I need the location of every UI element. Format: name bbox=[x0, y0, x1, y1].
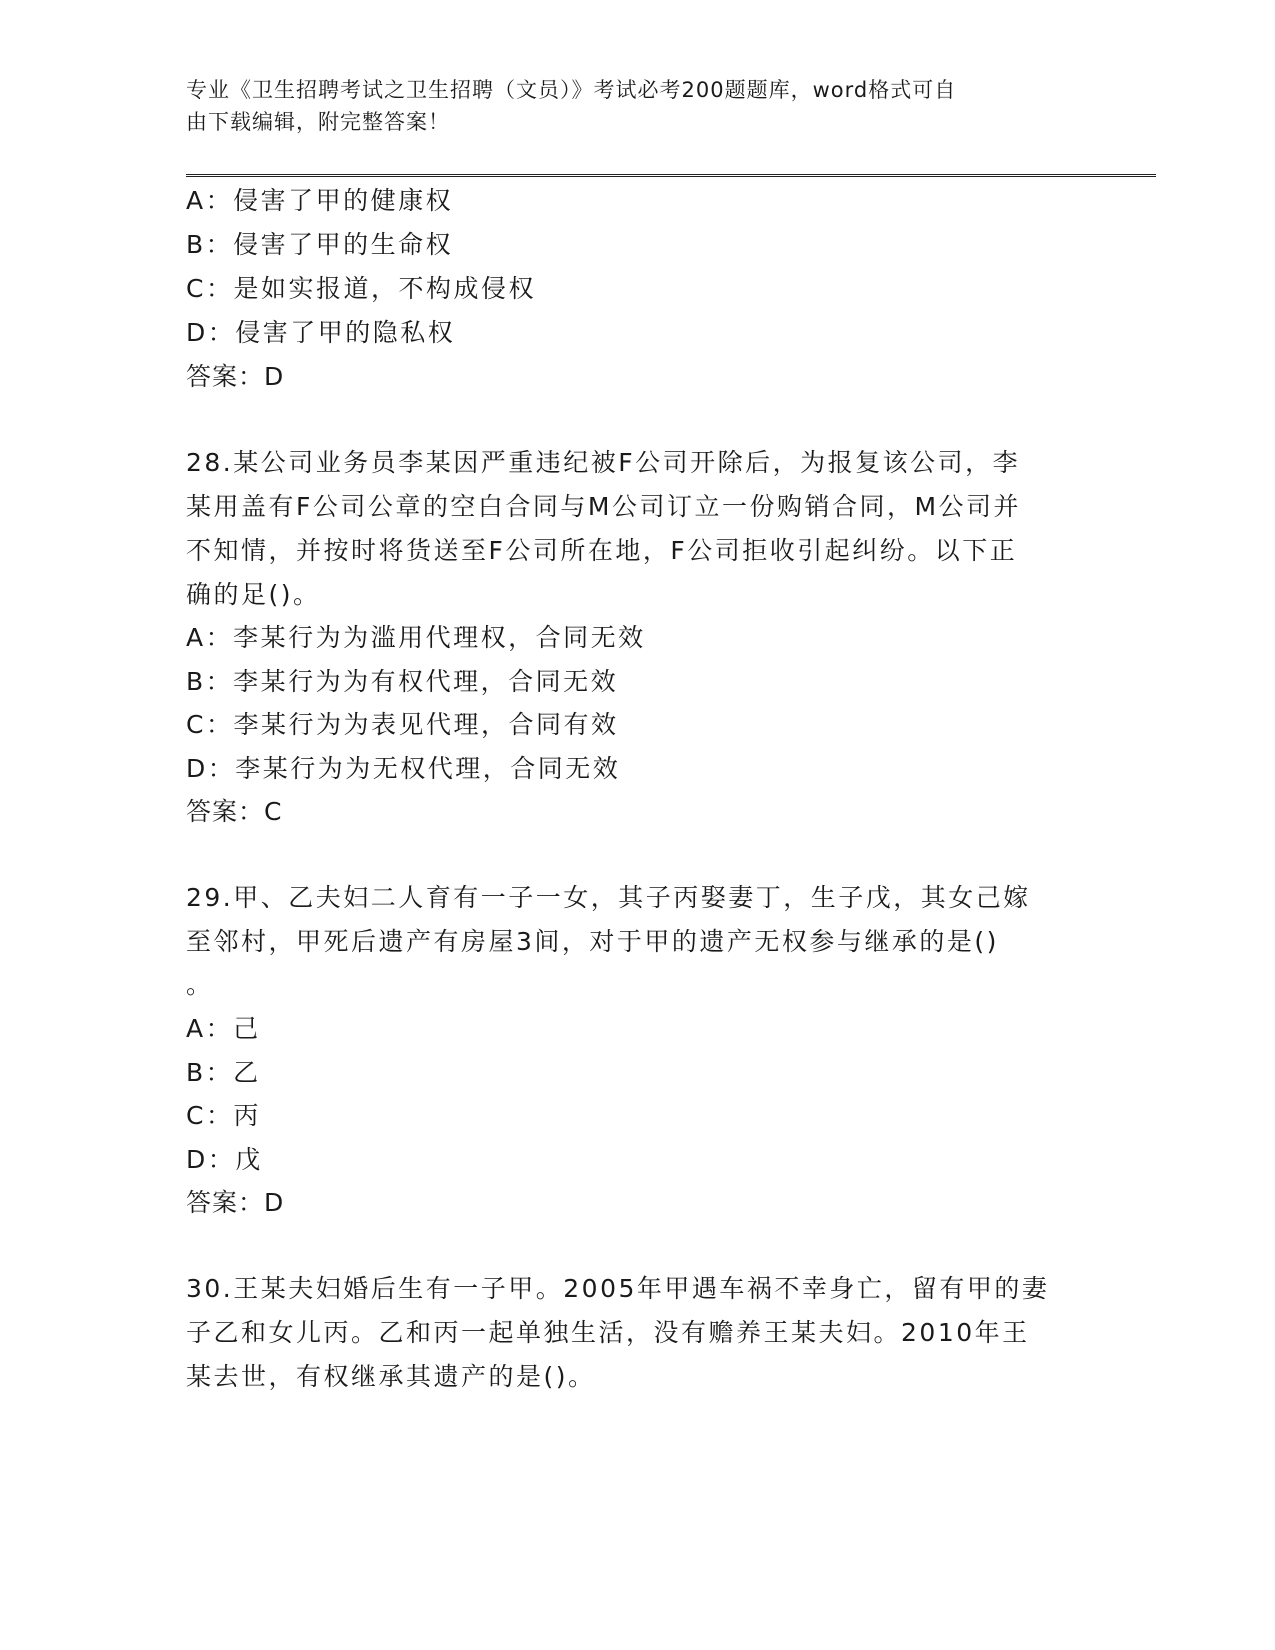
q27-option-b: B：侵害了甲的生命权 bbox=[186, 230, 454, 259]
q27-option-a: A：侵害了甲的健康权 bbox=[186, 186, 454, 215]
q29-option-a: A：己 bbox=[186, 1014, 261, 1043]
q27-option-c: C：是如实报道，不构成侵权 bbox=[186, 274, 536, 303]
document-header bbox=[186, 74, 1086, 138]
q27-option-d: D：侵害了甲的隐私权 bbox=[186, 318, 456, 347]
q27-answer: 答案：D bbox=[186, 362, 285, 391]
q30-text-line-2: 子乙和女儿丙。乙和丙一起单独生活，没有赡养王某夫妇。2010年王 bbox=[186, 1318, 1030, 1347]
q30-text-line-3: 某去世，有权继承其遗产的是()。 bbox=[186, 1362, 596, 1391]
q29-answer: 答案：D bbox=[186, 1188, 285, 1217]
q28-option-c: C：李某行为为表见代理，合同有效 bbox=[186, 710, 619, 739]
q28-text-line-1: 28.某公司业务员李某因严重违纪被F公司开除后，为报复该公司，李 bbox=[186, 448, 1021, 477]
q28-text-line-2: 某用盖有F公司公章的空白合同与M公司订立一份购销合同，M公司并 bbox=[186, 492, 1022, 521]
q29-text-line-2: 至邻村，甲死后遗产有房屋3间，对于甲的遗产无权参与继承的是() bbox=[186, 927, 999, 956]
header-line-1: 专业《卫生招聘考试之卫生招聘（文员）》考试必考200题题库，word格式可自 bbox=[186, 78, 957, 102]
header-divider bbox=[186, 174, 1156, 180]
q29-text-line-3: 。 bbox=[186, 970, 214, 999]
q28-option-b: B：李某行为为有权代理，合同无效 bbox=[186, 667, 619, 696]
q28-option-d: D：李某行为为无权代理，合同无效 bbox=[186, 754, 621, 783]
q29-option-b: B：乙 bbox=[186, 1058, 261, 1087]
q28-text-line-4: 确的足()。 bbox=[186, 580, 321, 609]
q29-option-d: D：戊 bbox=[186, 1145, 263, 1174]
q28-answer: 答案：C bbox=[186, 797, 283, 826]
q29-option-c: C：丙 bbox=[186, 1101, 261, 1130]
q29-text-line-1: 29.甲、乙夫妇二人育有一子一女，其子丙娶妻丁，生子戊，其女己嫁 bbox=[186, 883, 1031, 912]
q28-text-line-3: 不知情，并按时将货送至F公司所在地，F公司拒收引起纠纷。以下正 bbox=[186, 536, 1018, 565]
q28-option-a: A：李某行为为滥用代理权，合同无效 bbox=[186, 623, 646, 652]
q30-text-line-1: 30.王某夫妇婚后生有一子甲。2005年甲遇车祸不幸身亡，留有甲的妻 bbox=[186, 1274, 1050, 1303]
header-line-2: 由下载编辑，附完整答案！ bbox=[186, 110, 450, 134]
